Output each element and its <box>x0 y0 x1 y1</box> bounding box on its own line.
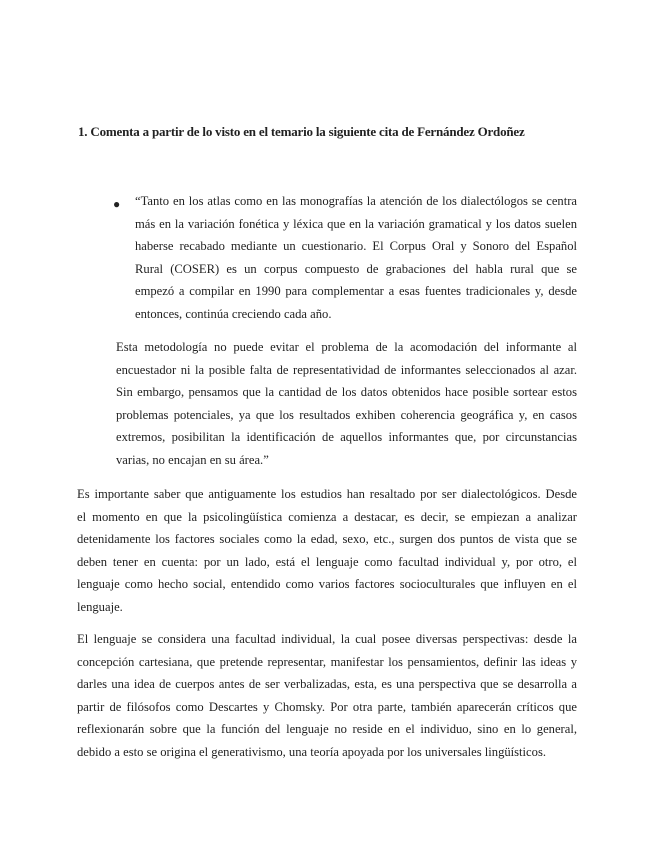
text-line: debido a esto se origina el generativismo, una teoría apoyada por los universales lingüísticos. <box>77 744 546 759</box>
text-line: reflexionarán sobre que la función del lenguaje no reside en el individuo, sino en lo general, <box>77 722 577 736</box>
text-line: concepción cartesiana, que pretende representar, manifestar los pensamientos, definir las ideas y <box>77 654 577 669</box>
question-heading: 1. Comenta a partir de lo visto en el temario la siguiente cita de Fernández Ordoñez <box>78 124 525 139</box>
text-line: entonces, continúa creciendo cada año. <box>135 306 332 321</box>
quote-paragraph-1 <box>135 190 577 325</box>
text-line: empezó a compilar en 1990 para complementar a esas fuentes tradicionales y, desde <box>135 284 577 298</box>
text-line: deben tener en cuenta: por un lado, está el lenguaje como facultad individual y, por otro, el <box>77 554 577 569</box>
text-line: El lenguaje se considera una facultad individual, la cual posee diversas perspectivas: desde la <box>77 632 577 646</box>
text-line: lenguaje. <box>77 599 123 614</box>
bullet-icon: ● <box>113 197 121 211</box>
text-line: extremos, posibilitan la identificación de aquellos informantes que, por circunstancias <box>116 430 577 444</box>
text-line: varias, no encajan en su área.” <box>116 452 269 467</box>
text-line: detenidamente los factores sociales como la edad, sexo, etc., surgen dos puntos de vista que se <box>77 532 577 546</box>
text-line: más en la variación fonética y léxica que en la variación gramatical y los datos suelen <box>135 216 577 231</box>
body-paragraph-2 <box>77 628 577 763</box>
text-line: darles una idea de cuerpos antes de ser verbalizadas, esta, es una perspectiva que se desarrolla a <box>77 677 577 691</box>
body-paragraph-1 <box>77 483 577 618</box>
text-line: encuestador ni la posible falta de representatividad de informantes seleccionados al azar. <box>116 362 577 377</box>
text-line: lenguaje como hecho social, entendido como varios factores socioculturales que influyen en el <box>77 577 577 591</box>
text-line: Es importante saber que antiguamente los estudios han resaltado por ser dialectológicos. Desde <box>77 487 577 501</box>
text-line: Esta metodología no puede evitar el problema de la acomodación del informante al <box>116 340 577 354</box>
text-line: Rural (COSER) es un corpus compuesto de grabaciones del habla rural que se <box>135 261 577 276</box>
text-line: partir de filósofos como Descartes y Chomsky. Por otra parte, también aparecerán críticos que <box>77 699 577 714</box>
text-line: Sin embargo, pensamos que la cantidad de los datos obtenidos hace posible sortear estos <box>116 385 577 399</box>
text-line: problemas potenciales, ya que los resultados exhiben coherencia geográfica y, en casos <box>116 407 577 422</box>
text-line: el momento en que la psicolingüística comienza a destacar, es decir, se empiezan a analizar <box>77 509 577 524</box>
text-line: “Tanto en los atlas como en las monografías la atención de los dialectólogos se centra <box>135 194 577 208</box>
text-line: haberse recabado mediante un cuestionario. El Corpus Oral y Sonoro del Español <box>135 239 577 253</box>
quote-paragraph-2 <box>116 336 577 471</box>
